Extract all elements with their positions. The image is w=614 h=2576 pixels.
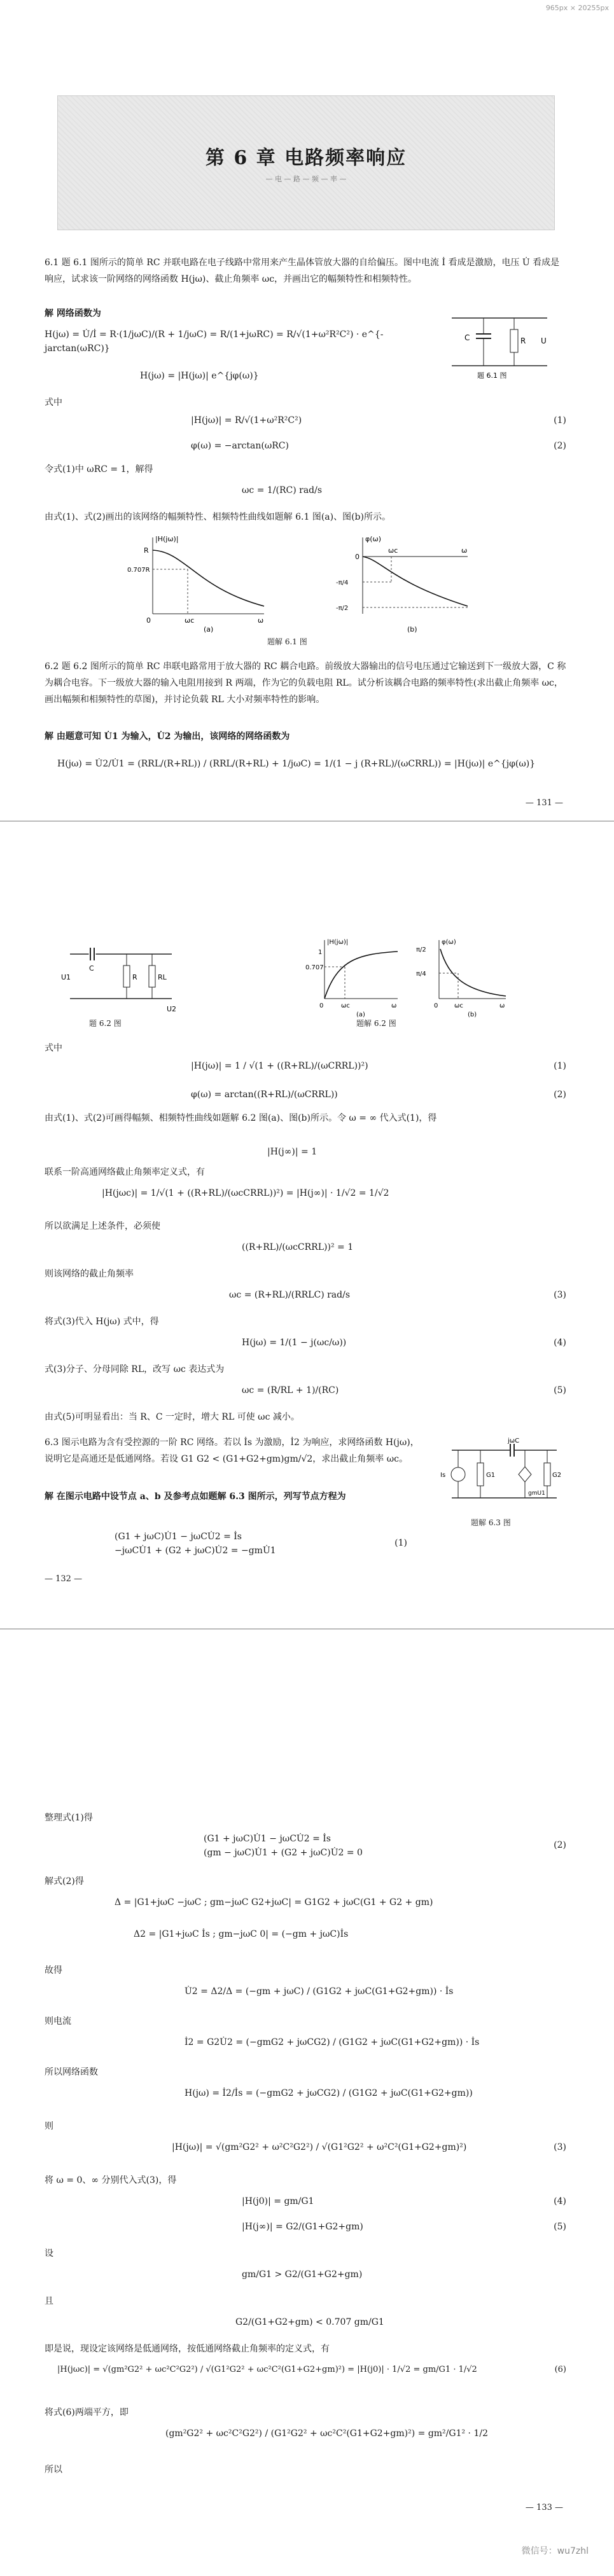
chapter-banner bbox=[57, 95, 555, 230]
circuit-6-2 bbox=[57, 941, 185, 1011]
g61b-xlab: ω bbox=[461, 546, 468, 555]
eq-6-3-7: H(jω) = İ2/İs = (−gmG2 + jωCG2) / (G1G2 + jωC(G1+G2+gm)) bbox=[185, 2088, 473, 2098]
g62a-v1: 1 bbox=[318, 949, 323, 956]
eq-6-2-1: H(jω) = U̇2/U̇1 = (RRL/(R+RL)) / (RRL/(R+RL) + 1/jωC) = 1/(1 − j (R+RL)/(ωCRRL)) = |H(jω)| e^{jφ(ω)} bbox=[57, 759, 536, 769]
put-6-3: 将 ω = 0、∞ 分别代入式(3)，得 bbox=[45, 2175, 177, 2185]
cond-6-1: 令式(1)中 ωRC = 1，解得 bbox=[45, 464, 153, 474]
eq-6-3-5: U̇2 = Δ2/Δ = (−gm + jωC) / (G1G2 + jωC(G1+G2+gm)) · İs bbox=[185, 1986, 454, 1997]
eq-6-2-9: ωc = (R/RL + 1)/(RC) (5) bbox=[242, 1385, 566, 1395]
svg-text:C: C bbox=[89, 964, 94, 973]
problem-6-3-text: 6.3 图示电路为含有受控源的一阶 RC 网络。若以 İs 为激励，İ2 为响应，求网络函数 H(jω)，说明它是高通还是低通网络。若设 G1 G2 < (G1+G2+gm)gm/√2，求出截止角频率 ωc。 bbox=[45, 1437, 419, 1464]
eq-6-2-2: |H(jω)| = 1 / √(1 + ((R+RL)/(ωCRRL))²) (1) bbox=[191, 1061, 566, 1071]
g61b-cap: (b) bbox=[407, 625, 417, 633]
desc-6-2: 由式(1)、式(2)可画得幅频、相频特性曲线如题解 6.2 图(a)、图(b)所示。令 ω = ∞ 代入式(1)，得 bbox=[45, 1113, 437, 1123]
and-6-3: 且 bbox=[45, 2296, 53, 2306]
eq-6-3-3: Δ = |G1+jωC −jωC ; gm−jωC G2+jωC| = G1G2 + jωC(G1 + G2 + gm) bbox=[115, 1897, 433, 1908]
g62b-t2: π/2 bbox=[416, 946, 426, 953]
svg-text:U: U bbox=[541, 336, 547, 345]
eq-6-3-1n: (1) bbox=[394, 1538, 407, 1548]
g62a-o: 0 bbox=[319, 1002, 324, 1009]
eq-6-3-6: İ2 = G2U̇2 = (−gmG2 + jωCG2) / (G1G2 + jωC(G1+G2+gm)) · İs bbox=[185, 2037, 480, 2047]
g62b-ylab: φ(ω) bbox=[442, 939, 456, 946]
page-separator-2 bbox=[0, 1628, 614, 1630]
size-label: 965px × 20255px bbox=[545, 4, 609, 12]
solution-6-2-label: 解 由题意可知 U̇1 为输入，U̇2 为输出，该网络的网络函数为 bbox=[45, 731, 290, 742]
g62b-o: 0 bbox=[434, 1002, 438, 1009]
g61b-ylab: φ(ω) bbox=[365, 535, 382, 543]
def-6-2: 联系一阶高通网络截止角频率定义式，有 bbox=[45, 1167, 205, 1177]
cur-6-3: 则电流 bbox=[45, 2016, 71, 2026]
sq-6-3: 将式(6)两端平方，即 bbox=[45, 2407, 129, 2418]
svg-text:C: C bbox=[464, 333, 470, 342]
page-header bbox=[0, 0, 614, 18]
graph-6-1a bbox=[127, 531, 274, 633]
g62b-cap: (b) bbox=[468, 1011, 477, 1018]
eq-6-1-3: |H(jω)| = R/√(1+ω²R²C²) (1) bbox=[191, 415, 566, 426]
svg-text:G1: G1 bbox=[486, 1472, 496, 1479]
concl-6-2: 由式(5)可明显看出：当 R、C 一定时，增大 RL 可使 ωc 减小。 bbox=[45, 1412, 300, 1422]
sub-6-2: 将式(3)代入 H(jω) 式中，得 bbox=[45, 1317, 159, 1327]
svg-text:gmU1: gmU1 bbox=[528, 1490, 545, 1497]
g62b-xlab: ω bbox=[499, 1002, 505, 1009]
eq-6-3-11: gm/G1 > G2/(G1+G2+gm) bbox=[242, 2269, 363, 2280]
solution-6-3-label: 解 在图示电路中设节点 a、b 及参考点如题解 6.3 图所示，列写节点方程为 bbox=[45, 1492, 346, 1502]
get-6-2: 则该网络的截止角频率 bbox=[45, 1269, 134, 1279]
solve-6-3: 解式(2)得 bbox=[45, 1876, 84, 1887]
eq-6-2-8: H(jω) = 1/(1 − j(ωc/ω)) (4) bbox=[242, 1338, 566, 1348]
figcap-6-1: 题解 6.1 图 bbox=[267, 637, 307, 646]
g61b-o: 0 bbox=[355, 553, 359, 561]
eq-6-3-1a: (G1 + jωC)U̇1 − jωCU̇2 = İs bbox=[115, 1532, 242, 1542]
graph-6-2a bbox=[305, 935, 401, 1018]
where-6-2: 式中 bbox=[45, 1043, 62, 1053]
then-6-3: 则 bbox=[45, 2121, 53, 2131]
page-132: — 132 — bbox=[45, 1574, 83, 1584]
let-6-3: 设 bbox=[45, 2248, 53, 2259]
g61a-wc: ωc bbox=[185, 616, 195, 625]
eq-6-2-4: |H(j∞)| = 1 bbox=[267, 1147, 317, 1157]
page-separator bbox=[0, 821, 614, 822]
g61a-cap: (a) bbox=[204, 625, 214, 633]
desc-6-1: 由式(1)、式(2)画出的该网络的幅频特性、相频特性曲线如题解 6.1 图(a)、图(b)所示。 bbox=[45, 512, 391, 522]
must-6-2: 所以欲满足上述条件，必须使 bbox=[45, 1221, 160, 1231]
g61b-wc: ωc bbox=[388, 546, 398, 555]
solution-6-1-label: 解 网络函数为 bbox=[45, 308, 101, 319]
g62a-xlab: ω bbox=[391, 1002, 397, 1009]
chapter-subtitle: — 电 — 路 — 频 — 率 — bbox=[265, 175, 347, 183]
circuit-6-3 bbox=[439, 1437, 566, 1514]
g61b-t2: -π/2 bbox=[336, 605, 349, 612]
problem-6-1-text: 6.1 题 6.1 图所示的简单 RC 并联电路在电子线路中常用来产生晶体管放大器的自给偏压。图中电流 İ 看成是激励，电压 U̇ 看成是响应，试求该一阶网络的网络函数 H(jω)、截止角频率 ωc，并画出它的幅频特性和相频特性。 bbox=[45, 258, 560, 284]
problem-6-2-text: 6.2 题 6.2 图所示的简单 RC 串联电路常用于放大器的 RC 耦合电路。前级放大器输出的信号电压通过它输送到下一级放大器，C 称为耦合电容。下一级放大器的输入电阻用接到 R 两端，作为它的负载电阻 RL。试分析该耦合电路的频率特性(求出截止角频率 ωc，画出幅频和相频特性的草图)，并讨论负载 RL 大小对频率特性的影响。 bbox=[45, 661, 566, 705]
so-6-3: 故得 bbox=[45, 1965, 62, 1976]
eq-6-3-2b: (gm − jωC)U̇1 + (G2 + jωC)U̇2 = 0 bbox=[204, 1848, 363, 1858]
g61a-ylab: |H(jω)| bbox=[155, 535, 179, 543]
svg-text:R: R bbox=[132, 973, 137, 981]
g61a-r: R bbox=[144, 546, 149, 555]
thus-6-3: 所以 bbox=[45, 2465, 62, 2475]
g62a-v707: 0.707 bbox=[305, 964, 324, 971]
g62a-cap: (a) bbox=[356, 1011, 365, 1018]
eq-6-1-1: H(jω) = U̇/İ = R·(1/jωC)/(R + 1/jωC) = R/(1+jωRC) = R/√(1+ω²R²C²) · e^{-jarctan(ωRC)} bbox=[45, 329, 384, 354]
g62b-wc: ωc bbox=[454, 1002, 463, 1009]
eq-6-2-3: φ(ω) = arctan((R+RL)/(ωCRRL)) (2) bbox=[191, 1090, 566, 1100]
fig-6-1-label: 题 6.1 图 bbox=[477, 371, 507, 380]
eq-6-3-2n: (2) bbox=[554, 1840, 566, 1850]
g62a-ylab: |H(jω)| bbox=[327, 939, 349, 946]
fig-6-3-label: 题解 6.3 图 bbox=[471, 1518, 511, 1527]
split-6-2: 式(3)分子、分母同除 RL，改写 ωc 表达式为 bbox=[45, 1364, 225, 1375]
eq-6-1-2: H(jω) = |H(jω)| e^{jφ(ω)} bbox=[140, 371, 259, 381]
g61b-t4: -π/4 bbox=[336, 579, 349, 586]
g61a-xlab: ω bbox=[258, 616, 264, 625]
eq-6-3-2a: (G1 + jωC)U̇1 − jωCU̇2 = İs bbox=[204, 1834, 331, 1844]
rearr-6-3: 整理式(1)得 bbox=[45, 1813, 93, 1823]
graph-6-2b bbox=[414, 935, 509, 1018]
svg-text:Is: Is bbox=[440, 1472, 446, 1479]
eq-6-3-13: |H(jωc)| = √(gm²G2² + ωc²C²G2²) / √(G1²G2² + ωc²C²(G1+G2+gm)²) = |H(j0)| · 1/√2 = gm/G1 · 1/√2 (6) bbox=[57, 2365, 566, 2374]
svg-text:U1: U1 bbox=[61, 973, 71, 981]
fig-6-2-label: 题 6.2 图 bbox=[89, 1019, 122, 1028]
eq-6-3-12: G2/(G1+G2+gm) < 0.707 gm/G1 bbox=[235, 2317, 384, 2327]
eq-6-3-10: |H(j∞)| = G2/(G1+G2+gm) (5) bbox=[242, 2222, 566, 2232]
g61a-o: 0 bbox=[146, 616, 151, 625]
eq-6-2-7: ωc = (R+RL)/(RRLC) rad/s (3) bbox=[229, 1290, 566, 1300]
svg-text:U2: U2 bbox=[167, 1005, 177, 1011]
watermark: 微信号：wu7zhl bbox=[521, 2546, 589, 2556]
graph-6-1b bbox=[331, 531, 477, 633]
svg-text:RL: RL bbox=[158, 973, 167, 981]
eq-6-3-14: (gm²G2² + ωc²C²G2²) / (G1²G2² + ωc²C²(G1+G2+gm)²) = gm²/G1² · 1/2 bbox=[165, 2428, 488, 2439]
nf-6-3: 所以网络函数 bbox=[45, 2067, 98, 2077]
eq-6-3-8: |H(jω)| = √(gm²G2² + ω²C²G2²) / √(G1²G2² + ω²C²(G1+G2+gm)²) (3) bbox=[172, 2142, 566, 2152]
circuit-6-1 bbox=[439, 305, 560, 382]
eq-6-3-1 bbox=[115, 1530, 407, 1558]
eq-6-3-4: Δ2 = |G1+jωC İs ; gm−jωC 0| = (−gm + jωC)İs bbox=[134, 1929, 349, 1939]
eq-6-2-5: |H(jωc)| = 1/√(1 + ((R+RL)/(ωcCRRL))²) = |H(j∞)| · 1/√2 = 1/√2 bbox=[102, 1188, 389, 1198]
eq-6-1-5: ωc = 1/(RC) rad/s bbox=[242, 485, 323, 495]
g61a-r707: 0.707R bbox=[127, 567, 150, 574]
chapter-title: 第 6 章 电路频率响应 bbox=[205, 147, 407, 169]
g62b-t4: π/4 bbox=[416, 971, 426, 978]
where-6-1: 式中 bbox=[45, 398, 62, 408]
svg-text:jωC: jωC bbox=[508, 1437, 520, 1444]
eq-6-3-1b: −jωCU̇1 + (G2 + jωC)U̇2 = −gmU̇1 bbox=[115, 1546, 276, 1556]
eq-6-3-2 bbox=[204, 1832, 566, 1860]
eq-6-1-4: φ(ω) = −arctan(ωRC) (2) bbox=[191, 441, 566, 451]
g62a-wc: ωc bbox=[341, 1002, 350, 1009]
svg-text:G2: G2 bbox=[552, 1472, 562, 1479]
means-6-3: 即是说，现设定该网络是低通网络，按低通网络截止角频率的定义式，有 bbox=[45, 2344, 330, 2354]
svg-text:R: R bbox=[520, 336, 526, 345]
page-131: — 131 — bbox=[525, 798, 563, 808]
eq-6-2-6: ((R+RL)/(ωcCRRL))² = 1 bbox=[242, 1242, 354, 1252]
fig-6-2-sol-label: 题解 6.2 图 bbox=[356, 1019, 396, 1028]
page-133: — 133 — bbox=[525, 2503, 563, 2512]
eq-6-3-9: |H(j0)| = gm/G1 (4) bbox=[242, 2196, 566, 2206]
